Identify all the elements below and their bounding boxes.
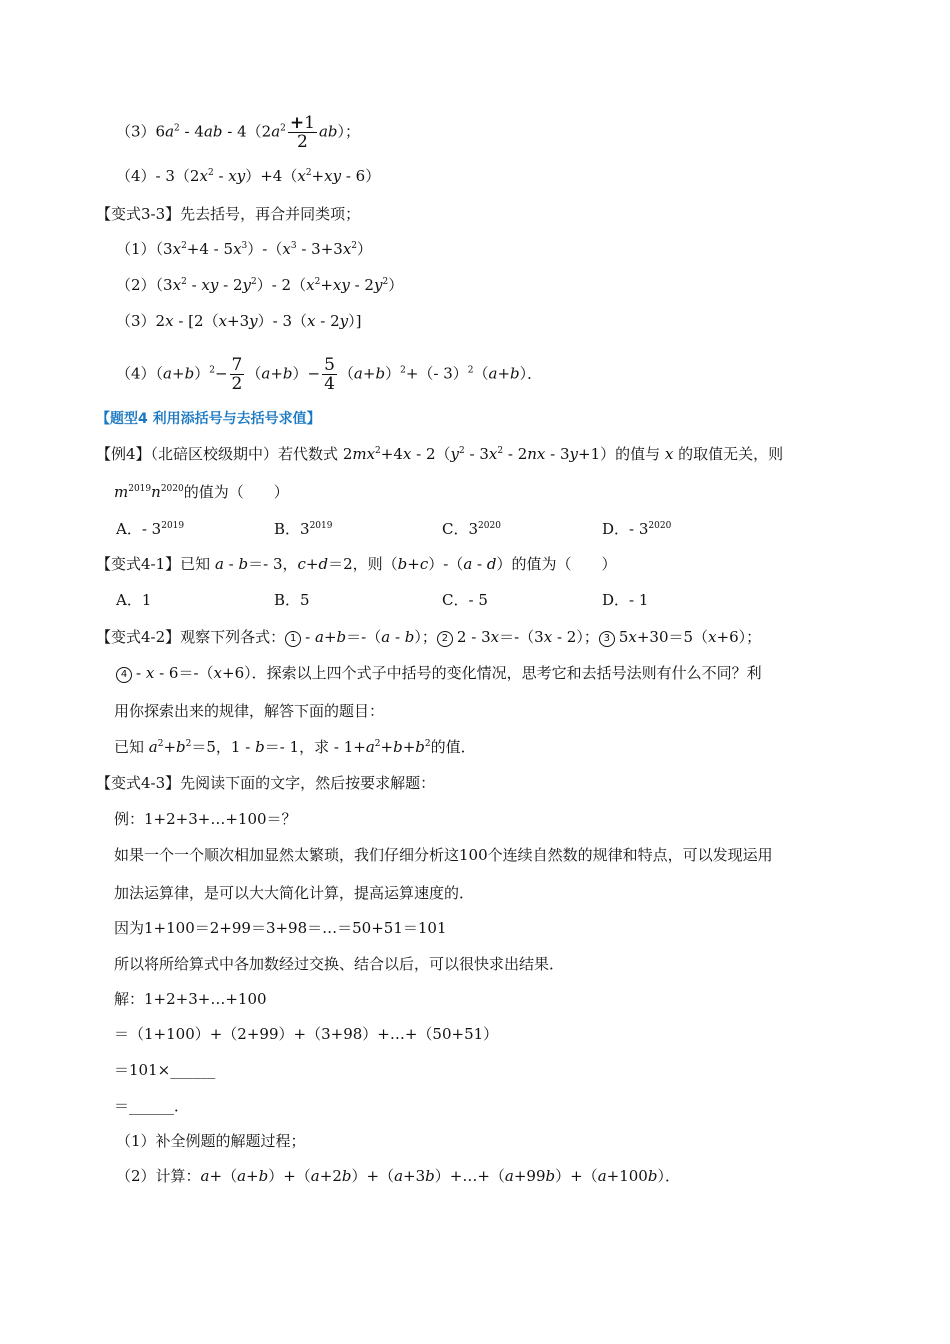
variant-4-2-line-3: 用你探索出来的规律，解答下面的题目：	[114, 702, 385, 720]
fraction-5-4: $\frac{5}{4}$	[324, 355, 335, 394]
variant-3-3-item-2: $(2)(3x^2$ - xy - $2y^2)-$ $2(x^2+xy - 2y^2)$	[116, 276, 404, 294]
problem-3: $(3)6a^2 - 4ab - 4(2a^2$ $\frac{+1}{2}$ ab）；	[116, 113, 361, 152]
example-4-line-2: $m^{2019}n^{2020}$的值为（ ）	[114, 483, 289, 501]
variant-4-3-question-2: （2）计算：a+（a+b）+（a+2b）+（a+3b）+…+（a+99b）+（a+100b）．	[116, 1167, 680, 1185]
example-4-option-c[interactable]: C．$3^{2020}$	[442, 520, 501, 538]
variant-4-3-paragraph-3: 因为1+100＝2+99＝3+98＝…＝50+51＝101	[114, 919, 447, 937]
variant-4-3-solution-3: ＝101×______	[114, 1061, 216, 1079]
variant-4-3-paragraph-4: 所以将所给算式中各加数经过交换、结合以后，可以很快求出结果．	[114, 955, 565, 973]
variant-4-3-solution-2: ＝（1+100）+（2+99）+（3+98）+…+（50+51）	[114, 1025, 499, 1043]
variant-4-1-option-b[interactable]: B．5	[274, 591, 310, 609]
variant-4-3-example: 例：1+2+3+…+100＝？	[114, 810, 297, 828]
variant-3-3-item-3: （3）2x - [2（x+3y）- 3（x - 2y）]	[116, 312, 362, 330]
example-4-option-a[interactable]: A．- $3^{2019}$	[116, 520, 185, 538]
variant-4-3-solution-1: 解：1+2+3+…+100	[114, 990, 267, 1008]
variant-4-2-line-4: 已知 $a^2+b^2=5$，1 - b＝- 1，求 - $1+a^2+b+b^2$的值．	[114, 738, 476, 756]
fraction-1-2: $\frac{+1}{2}$	[289, 113, 315, 152]
circled-2-icon: 2	[437, 631, 453, 647]
circled-4-icon: 4	[116, 667, 132, 683]
variant-4-1-option-d[interactable]: D．- 1	[602, 591, 649, 609]
circled-1-icon: 1	[285, 631, 301, 647]
variant-4-2-line-2: 4 - x - 6＝-（x+6）．探索以上四个式子中括号的变化情况，思考它和去括号法则有什么不同？利	[116, 663, 762, 683]
variant-3-3-item-1: $(1)(3x^2+4 - 5x^3)-(x^3 - 3+3x^2)$	[116, 240, 373, 258]
variant-4-1-heading: 【变式4-1】已知 a - b＝- 3，c+d＝2，则（b+c）-（a - d）的值为（ ）	[96, 555, 617, 573]
variant-4-1-option-a[interactable]: A．1	[116, 591, 152, 609]
variant-3-3-item-4: $(4)(a+b)^2-$ $\frac{7}{2}$ （a+b）− $\frac{5}{4}$ $(a+b)^2+(-$ 3）$^2$（a+b）．	[116, 355, 543, 394]
example-4-option-b[interactable]: B．$3^{2019}$	[274, 520, 333, 538]
example-4-line-1: 【例4】（北碚区校级期中）若代数式 $2mx^2+4x - 2(y^2 - 3x^2 - 2nx - 3y+1)$的值与 x 的取值无关，则	[96, 445, 784, 463]
section-title-type-4: 【题型4 利用添括号与去括号求值】	[96, 411, 321, 427]
variant-4-3-paragraph-1: 如果一个一个顺次相加显然太繁琐，我们仔细分析这100个连续自然数的规律和特点，可以发现运用	[114, 846, 773, 864]
fraction-7-2: $\frac{7}{2}$	[231, 355, 243, 394]
variant-3-3-heading: 【变式3-3】先去括号，再合并同类项；	[96, 205, 361, 223]
problem-4: （4）- $3(2x^2 - xy)+4(x^2+xy - 6)$	[116, 167, 381, 185]
circled-3-icon: 3	[599, 631, 615, 647]
variant-4-1-option-c[interactable]: C．- 5	[442, 591, 488, 609]
variant-4-3-question-1: （1）补全例题的解题过程；	[116, 1132, 306, 1150]
variant-4-3-heading: 【变式4-3】先阅读下面的文字，然后按要求解题：	[96, 774, 436, 792]
variant-4-3-solution-4: ＝______．	[114, 1097, 190, 1115]
example-4-option-d[interactable]: D．- $3^{2020}$	[602, 520, 672, 538]
variant-4-2-line-1: 【变式4-2】观察下列各式： 1 - a+b＝-（a - b）； 2 2 - 3x＝-（3x - 2）； 3 5x+30＝5（x+6）；	[96, 628, 762, 646]
variant-4-3-paragraph-2: 加法运算律，是可以大大简化计算，提高运算速度的．	[114, 884, 475, 902]
